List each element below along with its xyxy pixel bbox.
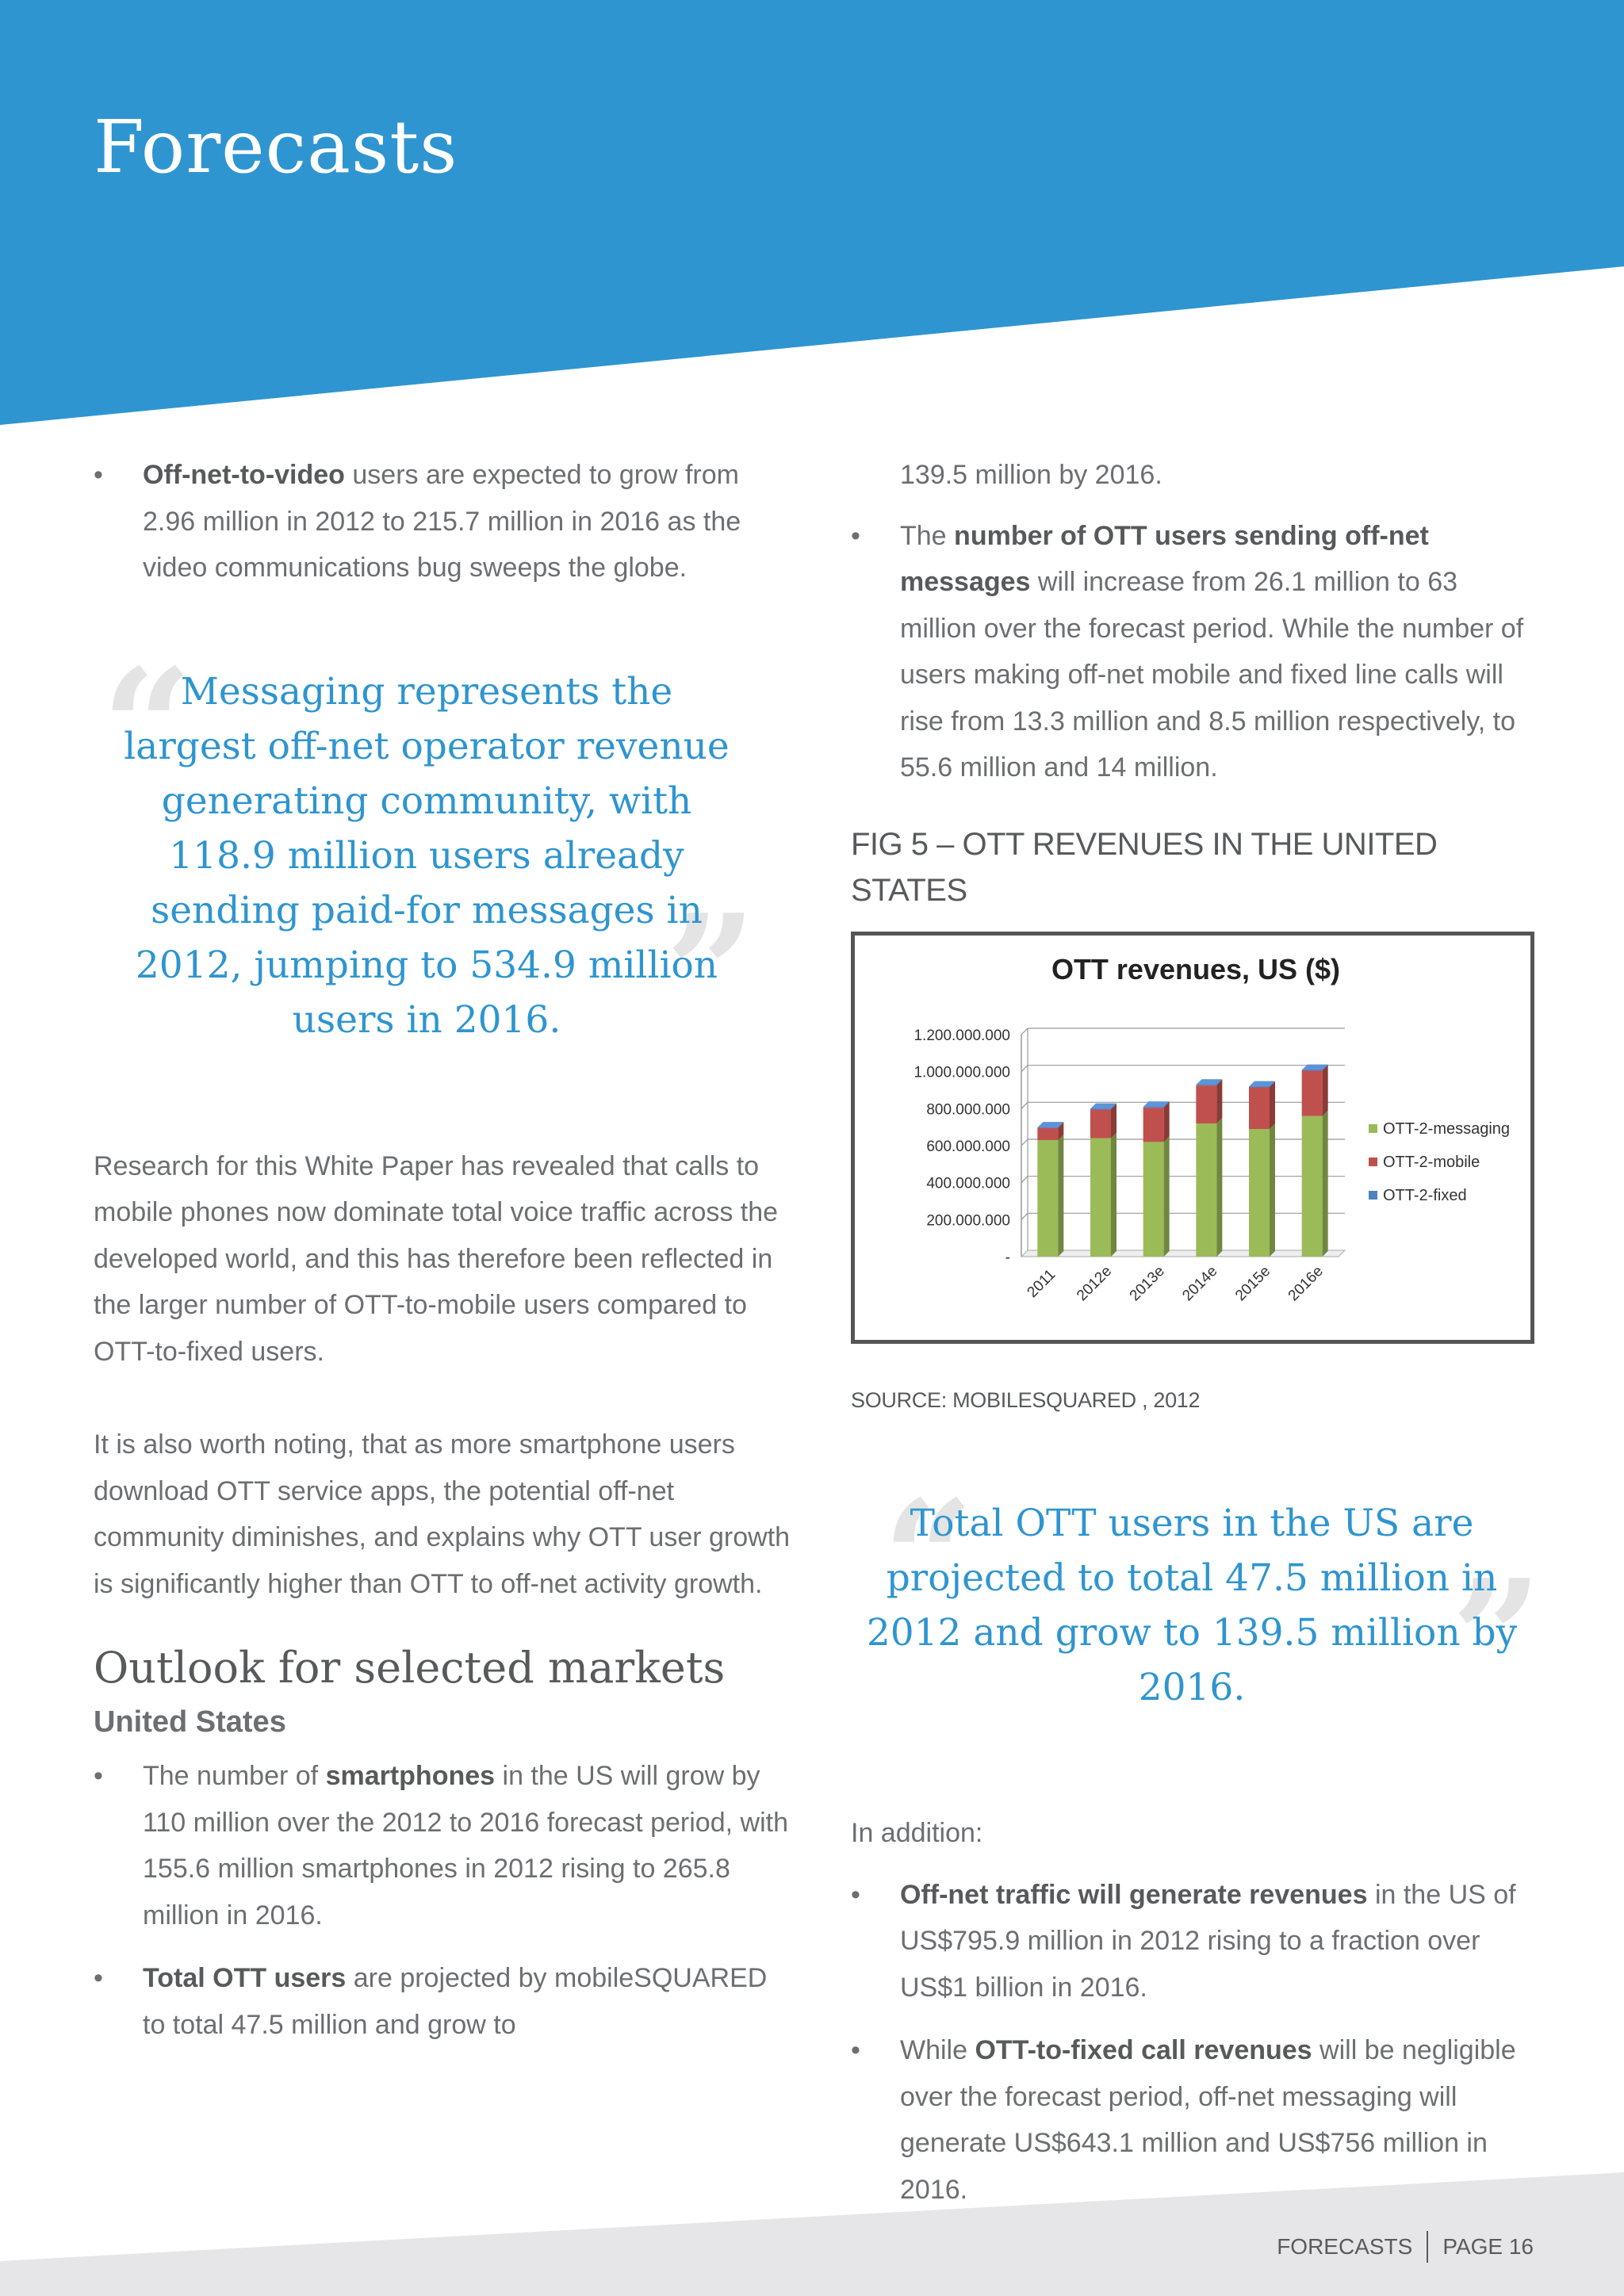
y-tick-label: 200.000.000 [926,1211,1010,1229]
pull-quote-messaging [102,633,756,1066]
bar-segment [1249,1129,1270,1257]
footer-page-number: PAGE 16 [1442,2234,1534,2259]
bar-side [1216,1080,1222,1123]
pull-quote-ott-users [851,1466,1542,1732]
legend-label: OTT-2-messaging [1383,1119,1511,1138]
revenue-bullet-list [851,1872,1541,2214]
bar-segment [1143,1107,1164,1108]
close-quote-icon: ” [1450,1545,1542,1732]
figure-title: FIG 5 – OTT REVENUES IN THE UNITED STATES [851,826,1438,908]
bullet-text: will increase from 26.1 million to 63 million over the forecast period. While the number of users making off-net mobile and fixed line calls will rise from 13.3 million and 8.5 million respectively, to 55.6 million and 14 million. [900,567,1524,783]
messages-bullet-list [851,513,1541,791]
bar-side [1270,1081,1275,1129]
y-tick-label: 1.000.000.000 [914,1064,1010,1081]
bullet-bold: number of OTT users sending off-net messages [900,520,1429,597]
gridline-slant [1021,1102,1028,1108]
gridline-slant [1021,1139,1028,1146]
bullet-text: The [900,520,955,551]
footer-divider [1427,2231,1428,2263]
bullet-bold: smartphones [325,1761,496,1791]
paragraph-smartphone-apps: It is also worth noting, that as more smartphone users download OTT service apps, the potential off-net community diminishes, and explains why OTT user growth is significantly higher than OTT to off-net activity growth. [94,1429,791,1599]
bar-segment [1196,1123,1216,1257]
legend-label: OTT-2-mobile [1383,1153,1480,1171]
figure-source: SOURCE: MOBILESQUARED , 2012 [851,1387,1201,1412]
bar-segment [1143,1108,1164,1142]
chart-frame [851,932,1534,1344]
x-tick-label: 2012e [1074,1262,1116,1304]
bar-side [1323,1110,1328,1256]
bullet-bold: Total OTT users [143,1963,347,1993]
bullet-continuation: 139.5 million by 2016. [900,460,1162,490]
x-tick-label: 2015e [1232,1262,1274,1304]
chart-floor [1021,1250,1345,1257]
list-item [94,452,791,591]
bar-segment [1143,1142,1164,1257]
bullet-bold: Off-net traffic will generate revenues [900,1879,1368,1910]
chart-title: OTT revenues, US ($) [1051,952,1341,985]
pull-quote-text: Total OTT users in the US are projected to total 47.5 million in 2012 and grow to 139.5 million by 2016. [866,1502,1518,1709]
footer-section: FORECASTS [1277,2234,1413,2259]
x-tick-label: 2014e [1179,1262,1221,1304]
bar-segment [1037,1140,1058,1257]
bar-segment [1196,1085,1216,1123]
bar-side [1111,1104,1116,1138]
legend-swatch [1369,1191,1377,1200]
close-quote-icon: ” [665,879,756,1066]
footer [1277,2231,1534,2263]
bar-segment [1037,1127,1058,1128]
bar-side [1164,1102,1170,1142]
bar-side [1111,1132,1116,1256]
bar-side [1216,1118,1222,1257]
video-bullet-list [94,452,791,591]
bullet-text: in the US will grow by 110 million over the 2012 to 2016 forecast period, with 155.6 million smartphones in 2012 rising to 265.8 million in 2016. [143,1761,788,1931]
us-bullet-list [94,1753,791,2048]
bar-segment [1249,1086,1270,1087]
left-column [94,452,791,2064]
page-title: Forecasts [94,105,458,189]
right-column [851,452,1541,2229]
bullet-bold: Off-net-to-video [143,460,345,490]
bullet-text: While [900,2035,975,2065]
bar-segment [1302,1070,1323,1115]
bar-segment [1090,1109,1111,1138]
gridline-slant [1021,1065,1028,1071]
revenue-chart [855,936,1530,1340]
list-item [94,1753,791,1938]
gridline-slant [1021,1028,1028,1035]
bullet-bold: OTT-to-fixed call revenues [975,2035,1312,2065]
bar-segment [1090,1138,1111,1256]
y-tick-label: 600.000.000 [926,1138,1010,1155]
bar-segment [1302,1115,1323,1256]
gridline-slant [1021,1176,1028,1182]
legend-label: OTT-2-fixed [1383,1186,1467,1204]
section-heading: Outlook for selected markets [94,1643,726,1693]
y-tick-label: 400.000.000 [926,1175,1010,1192]
legend-swatch [1369,1158,1377,1166]
bar-segment [1037,1127,1058,1139]
y-tick-label: 800.000.000 [926,1100,1010,1118]
y-tick-label: 1.200.000.000 [914,1027,1010,1044]
open-quote-icon: “ [883,1466,975,1652]
x-tick-label: 2016e [1285,1262,1327,1304]
x-tick-label: 2011 [1024,1265,1059,1301]
in-addition-label: In addition: [851,1818,983,1848]
bullet-text: will be negligible over the forecast period, off-net messaging will generate US$643.1 million and US$756 million in 2016. [900,2035,1516,2205]
header-banner [0,0,1624,428]
bar-side [1164,1136,1170,1257]
bar-side [1058,1135,1063,1257]
bullet-text: in the US of US$795.9 million in 2012 rising to a fraction over US$1 billion in 2016. [900,1879,1516,2003]
y-tick-label: - [1005,1249,1010,1266]
list-item [851,1872,1541,2011]
paragraph-voice-traffic: Research for this White Paper has revealed that calls to mobile phones now dominate total voice traffic across the developed world, and this has therefore been reflected in the larger number of OTT-to-mobile users compared to OTT-to-fixed users. [94,1150,779,1367]
legend-swatch [1369,1124,1377,1133]
x-tick-label: 2013e [1126,1262,1168,1304]
bar-side [1270,1123,1275,1257]
bar-side [1323,1065,1328,1115]
bar-segment [1090,1108,1111,1109]
gridline-slant [1021,1213,1028,1219]
subsection-heading: United States [94,1705,286,1739]
list-item [94,1955,791,2048]
list-item [851,513,1541,791]
pull-quote-text: Messaging represents the largest off-net operator revenue generating community, with 118.9 million users already sending paid-for messages in 2012, jumping to 534.9 million users in 2016. [124,669,730,1042]
bullet-text: are projected by mobileSQUARED to total 47.5 million and grow to [143,1963,768,2040]
open-quote-icon: “ [102,633,193,821]
bullet-text: users are expected to grow from 2.96 million in 2012 to 215.7 million in 2016 as the video communications bug sweeps the globe. [143,460,741,583]
bullet-text: The number of [143,1761,326,1791]
bar-segment [1249,1087,1270,1129]
